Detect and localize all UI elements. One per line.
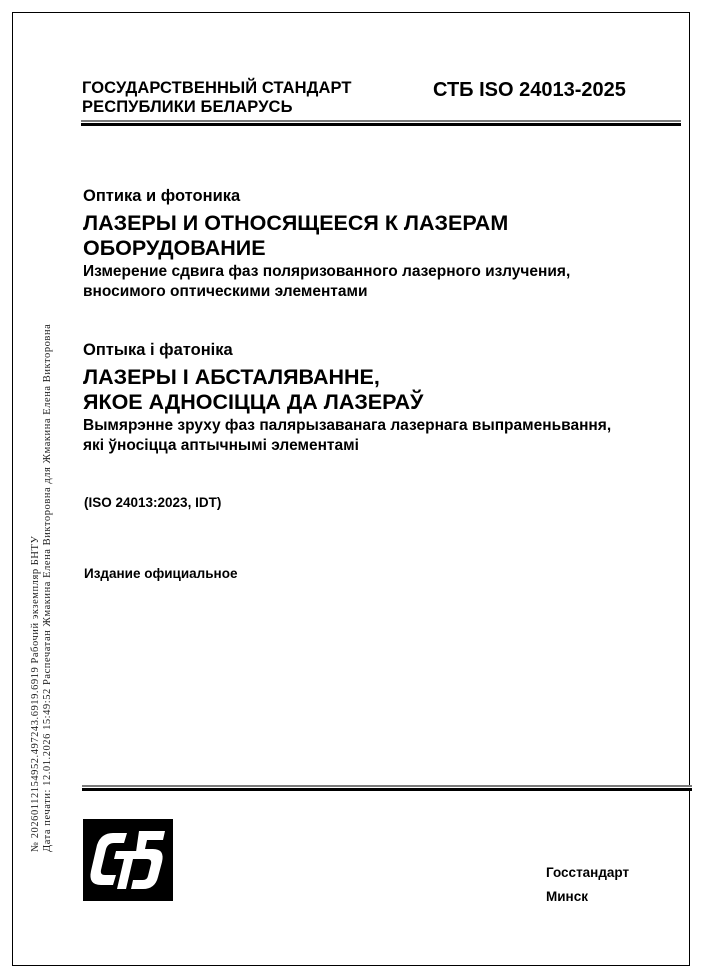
title-by [83,365,424,415]
subtitle-by-line-1: Вымярэнне зруху фаз палярызаванага лазернага выпраменьвання, [83,417,612,434]
title-by-line-1: ЛАЗЕРЫ І АБСТАЛЯВАННЕ, [83,365,380,389]
print-stamp-line-1: № 20260112154952.497243.6919.6919 Рабочий экземпляр БНТУ [30,535,41,852]
subtitle-ru-line-2: вносимого оптическими элементами [83,283,368,300]
publisher-city: Минск [546,889,588,904]
print-stamp-line-2: Дата печати: 12.01.2026 15:49:52 Распечатан Жмакина Елена Викторовна для Жмакина Елена Викторовна [42,323,53,852]
footer-divider [82,785,692,791]
title-by-line-2: ЯКОЕ АДНОСІЦЦА ДА ЛАЗЕРАЎ [83,390,424,414]
iso-reference: (ISO 24013:2023, IDT) [84,495,222,510]
field-ru: Оптика и фотоника [83,187,241,205]
header-divider [81,120,681,126]
title-ru-line-2: ОБОРУДОВАНИЕ [83,236,266,260]
authority-line-2: РЕСПУБЛИКИ БЕЛАРУСЬ [82,98,293,116]
subtitle-ru [83,262,570,302]
subtitle-by-line-2: які ўносіцца аптычнымі элементамі [83,437,359,454]
print-stamp [30,324,54,852]
title-ru-line-1: ЛАЗЕРЫ И ОТНОСЯЩЕЕСЯ К ЛАЗЕРАМ [83,211,509,235]
subtitle-ru-line-1: Измерение сдвига фаз поляризованного лазерного излучения, [83,263,571,280]
authority-line-1: ГОСУДАРСТВЕННЫЙ СТАНДАРТ [82,79,352,97]
publisher-organization: Госстандарт [546,865,630,880]
title-ru [83,211,508,261]
standard-number: СТБ ISO 24013-2025 [433,79,626,101]
edition-label: Издание официальное [84,566,238,581]
stb-logo-icon [83,819,173,901]
subtitle-by [83,416,611,456]
field-by: Оптыка і фатоніка [83,341,233,359]
issuing-authority [82,79,352,117]
